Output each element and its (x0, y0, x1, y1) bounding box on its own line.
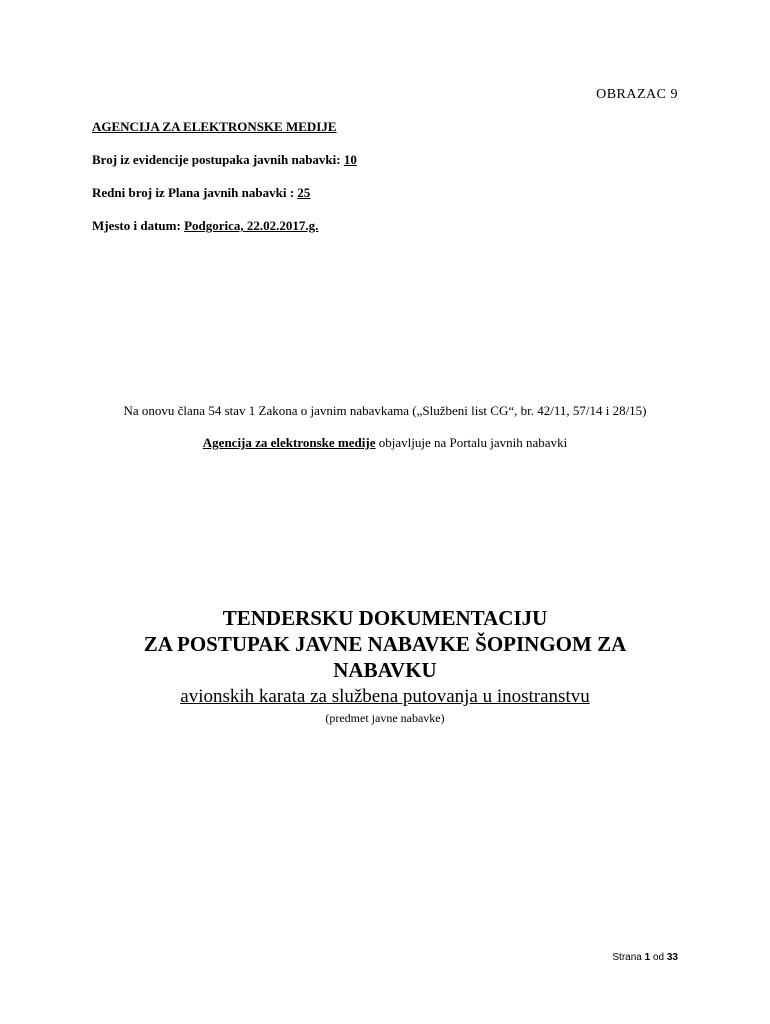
agency-name: AGENCIJA ZA ELEKTRONSKE MEDIJE (92, 119, 337, 134)
of-label: od (652, 952, 665, 963)
title-block (95, 605, 675, 726)
plan-number-line (92, 185, 692, 201)
form-number: OBRAZAC 9 (596, 87, 678, 102)
announcement-line (0, 435, 770, 451)
evidence-number-line (92, 152, 692, 168)
page-label: Strana (612, 952, 642, 963)
title-line-2: ZA POSTUPAK JAVNE NABAVKE ŠOPINGOM ZA (143, 632, 627, 656)
place-date-line (92, 218, 692, 234)
announcing-agency: Agencija za elektronske medije (202, 435, 376, 450)
procurement-subject: avionskih karata za službena putovanja u inostranstvu (180, 686, 590, 707)
page-current: 1 (644, 952, 651, 963)
announcement-text: objavljuje na Portalu javnih nabavki (375, 435, 568, 450)
plan-number-value: 25 (297, 185, 311, 200)
place-date-label: Mjesto i datum: (92, 218, 181, 233)
evidence-number-label: Broj iz evidencije postupaka javnih nabavki: (92, 152, 341, 167)
header-block (92, 119, 692, 251)
legal-basis-text: Na onovu člana 54 stav 1 Zakona o javnim nabavkama („Službeni list CG“, br. 42/11, 57/14 i 28/15) (123, 403, 647, 418)
page-footer (612, 952, 678, 963)
plan-number-label: Redni broj iz Plana javnih nabavki : (92, 185, 295, 200)
procurement-subject-note: (predmet javne nabavke) (325, 711, 445, 725)
title-line-1: TENDERSKU DOKUMENTACIJU (222, 606, 548, 630)
evidence-number-value: 10 (343, 152, 357, 167)
page-total: 33 (666, 952, 678, 963)
place-date-value: Podgorica, 22.02.2017.g. (184, 218, 319, 233)
title-line-3: NABAVKU (333, 658, 437, 682)
